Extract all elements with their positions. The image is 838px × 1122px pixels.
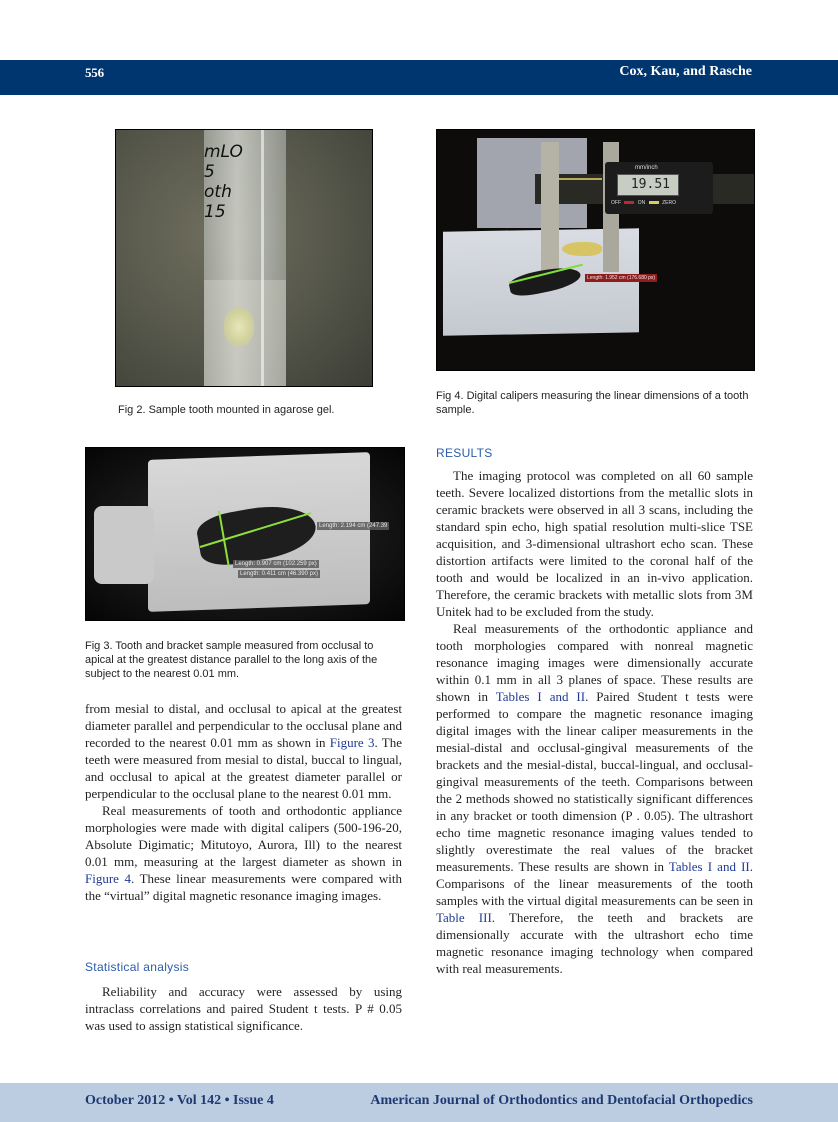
zero-button-indicator bbox=[649, 201, 659, 204]
running-head-authors: Cox, Kau, and Rasche bbox=[619, 64, 752, 79]
figure-3-link[interactable]: Figure 3 bbox=[329, 735, 375, 750]
results-paragraph-2: Real measurements of the orthodontic appliance and tooth morphologies compared with nonreal magnetic resonance imaging images were dimensionally accurate within 0.1 mm in all 3 planes of space. These results are shown in Tables I and II. Paired Student t tests were performed to compare the magnetic resonance imaging digital images with the linear caliper measurements in the mesial-distal and occlusal-gingival measurements of the brackets and the mesial-distal, buccal-lingual, and occlusal-gingival measurements of the teeth. Comparisons between the 2 methods showed no statistically significant differences in any bracket or tooth dimension (P . 0.05). The ultrashort echo time magnetic resonance imaging values tended to slightly overestimate the real values of the bracket measurements. These results are shown in Tables I and II. Comparisons of the linear measurements of the tooth samples with the virtual digital measurements can be seen in Table III. Therefore, the teeth and brackets are dimensionally accurate with the ultrashort echo time magnetic resonance imaging technology when compared with real measurements. bbox=[436, 621, 754, 976]
tables-1-2-link[interactable]: Tables I and II bbox=[495, 689, 586, 704]
tube-highlight bbox=[261, 130, 264, 386]
length-label-1: Length: 2.194 cm (247.39 bbox=[319, 523, 388, 529]
table-3-link[interactable]: Table III bbox=[436, 910, 492, 925]
on-button-indicator bbox=[624, 201, 634, 204]
left-column-body bbox=[85, 700, 402, 904]
running-header bbox=[0, 60, 838, 95]
results-heading: RESULTS bbox=[436, 446, 493, 460]
results-paragraph-1: The imaging protocol was completed on all 60 sample teeth. Severe localized distortions from the metallic slots in ceramic brackets were observed in all 3 scans, including the standard spin echo, high spatial resolution multi-slice TSE acquisition, and 3-dimensional ultrashort echo scan. These distortion artifacts were limited to the coronal half of the tooth and would be localized in an in-vivo application. Therefore, the ceramic brackets with metallic slots from 3M Unitek had to be excluded from the study. bbox=[436, 468, 753, 619]
figure-2-image bbox=[115, 129, 373, 387]
tooth-sample-yellow bbox=[562, 242, 602, 256]
caliper-lcd bbox=[617, 174, 679, 196]
journal-name: American Journal of Orthodontics and Dentofacial Orthopedics bbox=[370, 1093, 753, 1108]
caliper-reading: 19.51 bbox=[630, 177, 670, 192]
methods-paragraph-2: Real measurements of tooth and orthodontic appliance morphologies were made with digital calipers (500-196-20, Absolute Digimatic; Mitutoyo, Aurora, Ill) to the nearest 0.01 mm, measuring at the largest diameter as shown in Figure 4. These linear measurements were compared with the “virtual” digital magnetic resonance imaging images. bbox=[85, 803, 402, 903]
figure-4-image bbox=[436, 129, 755, 371]
running-footer bbox=[0, 1083, 838, 1122]
issue-info: October 2012 • Vol 142 • Issue 4 bbox=[85, 1093, 274, 1108]
statistical-analysis-heading: Statistical analysis bbox=[85, 960, 190, 974]
caliper-scale bbox=[557, 178, 602, 202]
caliper-jaw-left bbox=[541, 142, 559, 272]
length-label-3: Length: 0.411 cm (46.390 px) bbox=[240, 571, 318, 577]
figure-2-caption: Fig 2. Sample tooth mounted in agarose gel. bbox=[118, 404, 335, 416]
figure-3-image bbox=[85, 447, 405, 621]
measurement-label: Length: 1.952 cm (176.680 px) bbox=[587, 275, 656, 281]
methods-paragraph-1: from mesial to distal, and occlusal to apical at the greatest diameter parallel and perpendicular to the occlusal plane and recorded to the nearest 0.01 mm as shown in Figure 3. The teeth were measured from mesial to distal, buccal to lingual, and occlusal to apical at the greatest diameter parallel or perpendicular to the occlusal plane to the nearest 0.01 mm. bbox=[85, 701, 402, 801]
tooth-sample bbox=[224, 308, 254, 346]
caliper-display-housing bbox=[605, 162, 713, 214]
caliper-buttons: OFF ON ZERO bbox=[611, 200, 676, 206]
unit-button: mm/inch bbox=[635, 165, 658, 171]
figure-4-caption: Fig 4. Digital calipers measuring the linear dimensions of a tooth sample. bbox=[436, 390, 749, 416]
figure-3-caption: Fig 3. Tooth and bracket sample measured from occlusal to apical at the greatest distance parallel to the long axis of the subject to the nearest 0.01 mm. bbox=[85, 640, 378, 680]
tables-1-2-link-second[interactable]: Tables I and II bbox=[668, 859, 750, 874]
handwriting-label: mLO 5 oth 15 bbox=[204, 142, 243, 222]
statistical-analysis-body: Reliability and accuracy were assessed by using intraclass correlations and paired Student t tests. P # 0.05 was used to assign statistical significance. bbox=[85, 984, 402, 1033]
mri-gel-tab bbox=[94, 506, 154, 584]
page-number: 556 bbox=[85, 65, 104, 80]
results-body bbox=[436, 467, 753, 977]
length-label-2: Length: 0.907 cm (102.259 px) bbox=[235, 561, 317, 567]
figure-4-link[interactable]: Figure 4 bbox=[85, 871, 131, 886]
